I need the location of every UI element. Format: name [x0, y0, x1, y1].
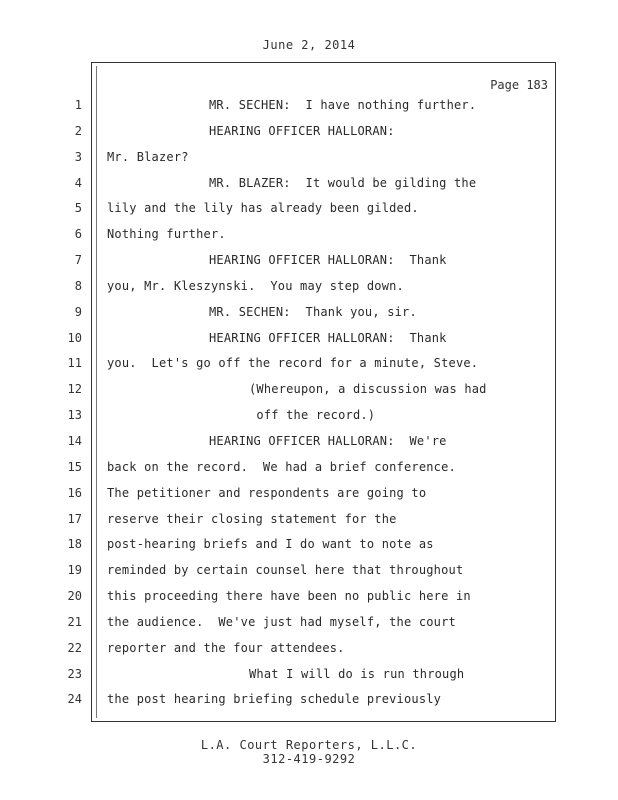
transcript-line: reporter and the four attendees.	[107, 640, 345, 655]
transcript-line: reserve their closing statement for the	[107, 511, 397, 526]
transcript-line: the post hearing briefing schedule previously	[107, 692, 442, 707]
transcript-line: MR. SECHEN: I have nothing further.	[209, 98, 477, 112]
transcript-line: lily and the lily has already been gilded.	[107, 201, 419, 216]
line-number: 3	[74, 149, 82, 164]
line-number: 21	[67, 614, 82, 629]
transcript-line: Nothing further.	[107, 227, 226, 242]
line-number: 16	[67, 485, 82, 500]
line-number: 5	[74, 201, 82, 216]
transcript-line: off the record.)	[249, 408, 376, 423]
transcript-line: HEARING OFFICER HALLORAN: We're	[209, 433, 447, 448]
transcript-line: MR. BLAZER: It would be gilding the	[209, 175, 477, 190]
line-number: 1	[74, 98, 82, 112]
transcript-line: reminded by certain counsel here that throughout	[107, 563, 464, 578]
line-number: 9	[74, 304, 82, 319]
transcript-line: (Whereupon, a discussion was had	[249, 382, 487, 397]
transcript-line: MR. SECHEN: Thank you, sir.	[209, 304, 417, 319]
line-number: 6	[74, 227, 82, 242]
transcript-line: HEARING OFFICER HALLORAN: Thank	[209, 253, 447, 268]
header-date: June 2, 2014	[262, 38, 356, 52]
line-number: 18	[67, 537, 82, 552]
line-number: 15	[67, 459, 82, 474]
transcript-line: this proceeding there have been no public here in	[107, 589, 471, 604]
line-number: 22	[67, 640, 82, 655]
line-number: 20	[67, 589, 82, 604]
line-number: 19	[67, 563, 82, 578]
line-number: 24	[67, 692, 82, 707]
line-number: 14	[67, 433, 82, 448]
line-number-column	[0, 97, 82, 717]
page-number: Page 183	[490, 78, 548, 92]
line-number: 13	[67, 408, 82, 423]
footer-phone-number: 312-419-9292	[262, 752, 356, 766]
transcript-line: the audience. We've just had myself, the court	[107, 614, 456, 629]
line-number: 23	[67, 666, 82, 681]
transcript-line: Mr. Blazer?	[107, 149, 189, 164]
line-number: 8	[74, 278, 82, 293]
transcript-line: HEARING OFFICER HALLORAN: Thank	[209, 330, 447, 345]
line-number: 2	[74, 123, 82, 138]
transcript-line: What I will do is run through	[249, 666, 465, 681]
transcript-line: you. Let's go off the record for a minute, Steve.	[107, 356, 479, 371]
line-number: 11	[67, 356, 82, 371]
line-number: 17	[67, 511, 82, 526]
transcript-line: post-hearing briefs and I do want to note as	[107, 537, 434, 552]
line-number: 4	[74, 175, 82, 190]
transcript-line: you, Mr. Kleszynski. You may step down.	[107, 278, 404, 293]
line-number: 12	[67, 382, 82, 397]
footer-company-name: L.A. Court Reporters, L.L.C.	[200, 738, 418, 752]
transcript-body	[107, 97, 547, 717]
line-number: 7	[74, 253, 82, 268]
transcript-line: The petitioner and respondents are going to	[107, 485, 427, 500]
transcript-line: back on the record. We had a brief conference.	[107, 459, 456, 474]
left-margin-rule	[96, 66, 97, 718]
line-number: 10	[67, 330, 82, 345]
transcript-line: HEARING OFFICER HALLORAN:	[209, 123, 395, 138]
